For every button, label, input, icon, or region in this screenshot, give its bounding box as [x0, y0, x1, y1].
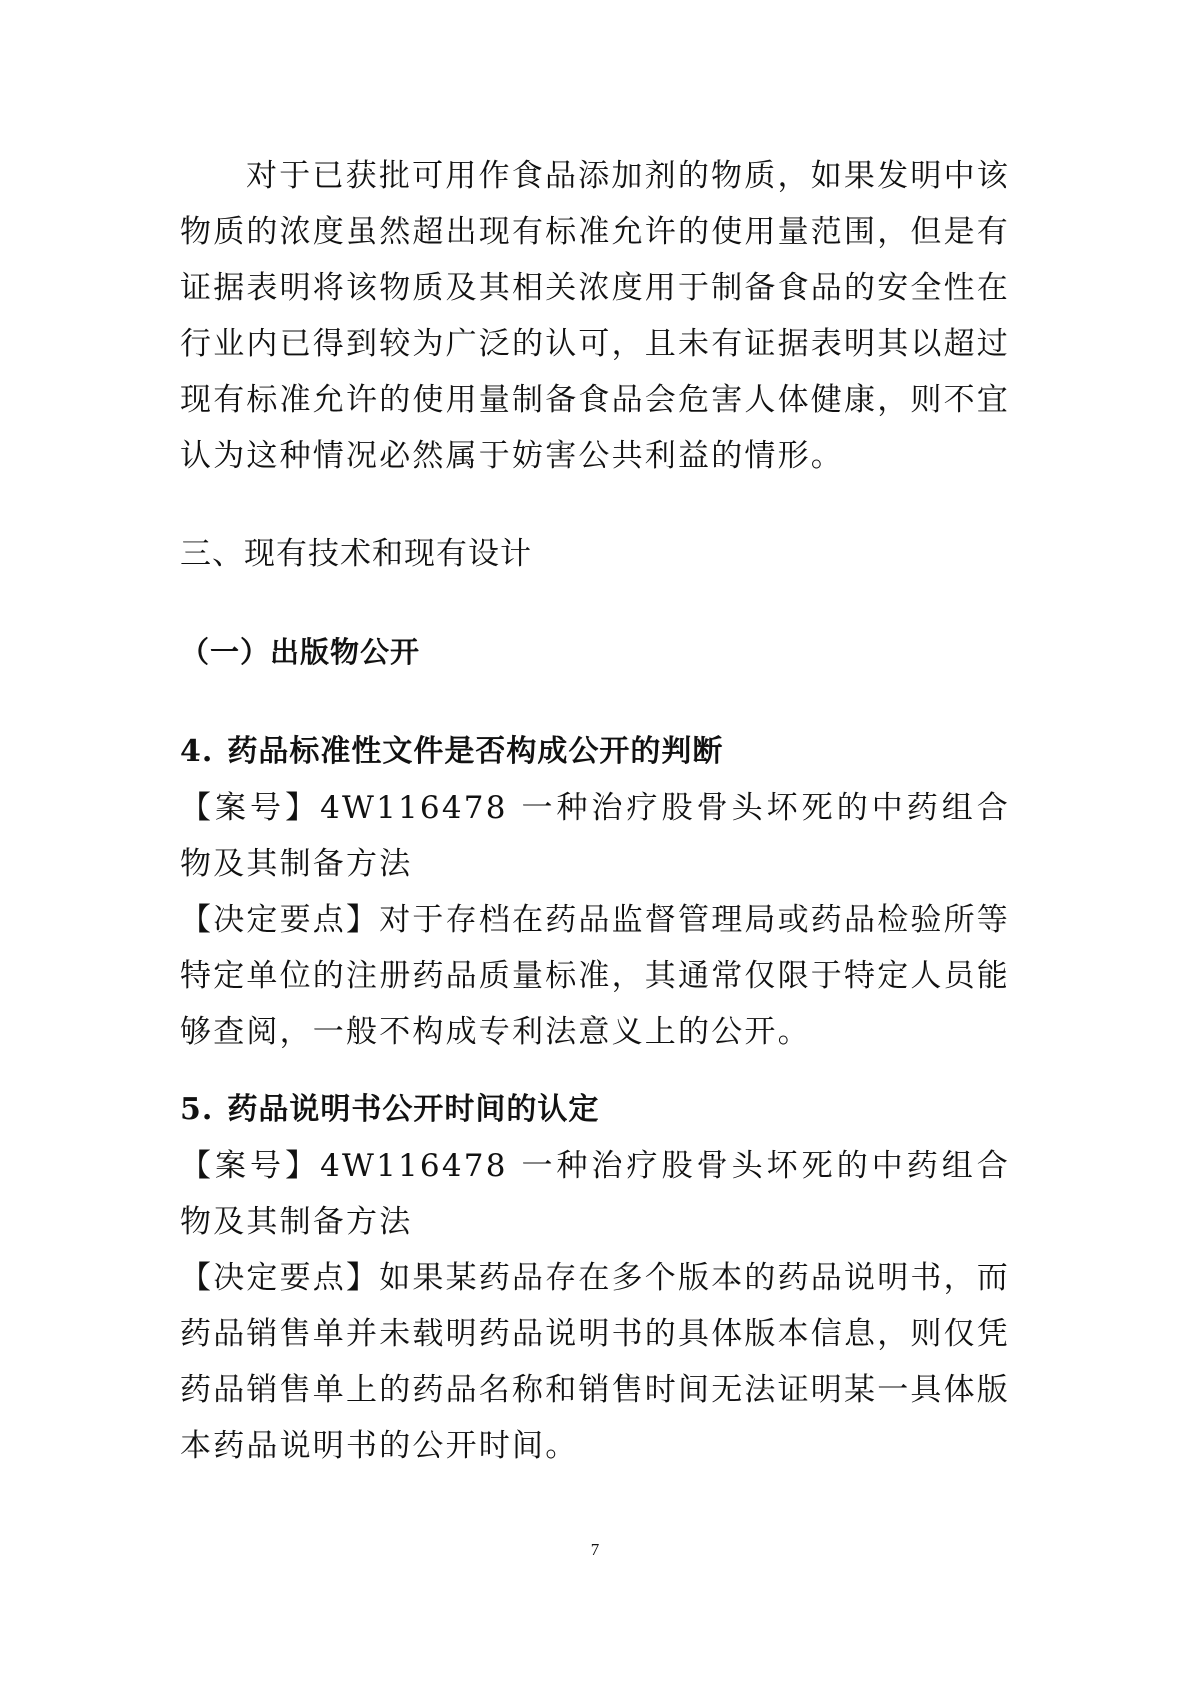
item-number: 4. — [180, 734, 214, 769]
decision-key-points: 【决定要点】对于存档在药品监督管理局或药品检验所等特定单位的注册药品质量标准，其通常仅限于特定人员能够查阅，一般不构成专利法意义上的公开。 — [180, 902, 1010, 1050]
item-4 — [180, 724, 1010, 1060]
item-number: 5. — [180, 1092, 214, 1127]
case-number-line: 【案号】4W116478 一种治疗股骨头坏死的中药组合物及其制备方法 — [180, 1148, 1010, 1240]
page-number: 7 — [590, 1540, 600, 1559]
page-content — [180, 148, 1010, 1474]
item-title-text: 药品说明书公开时间的认定 — [227, 1092, 600, 1127]
intro-paragraph: 对于已获批可用作食品添加剂的物质，如果发明中该物质的浓度虽然超出现有标准允许的使用量范围，但是有证据表明将该物质及其相关浓度用于制备食品的安全性在行业内已得到较为广泛的认可，且未有证据表明其以超过现有标准允许的使用量制备食品会危害人体健康，则不宜认为这种情况必然属于妨害公共利益的情形。 — [180, 158, 1010, 474]
item-title-text: 药品标准性文件是否构成公开的判断 — [227, 734, 724, 769]
case-number-line: 【案号】4W116478 一种治疗股骨头坏死的中药组合物及其制备方法 — [180, 790, 1010, 882]
item-heading — [180, 1082, 1010, 1138]
decision-key-points: 【决定要点】如果某药品存在多个版本的药品说明书，而药品销售单并未载明药品说明书的具体版本信息，则仅凭药品销售单上的药品名称和销售时间无法证明某一具体版本药品说明书的公开时间。 — [180, 1260, 1010, 1464]
item-heading — [180, 724, 1010, 780]
item-5 — [180, 1082, 1010, 1474]
subsection-heading: （一）出版物公开 — [180, 635, 421, 669]
section-heading: 三、现有技术和现有设计 — [180, 536, 532, 572]
